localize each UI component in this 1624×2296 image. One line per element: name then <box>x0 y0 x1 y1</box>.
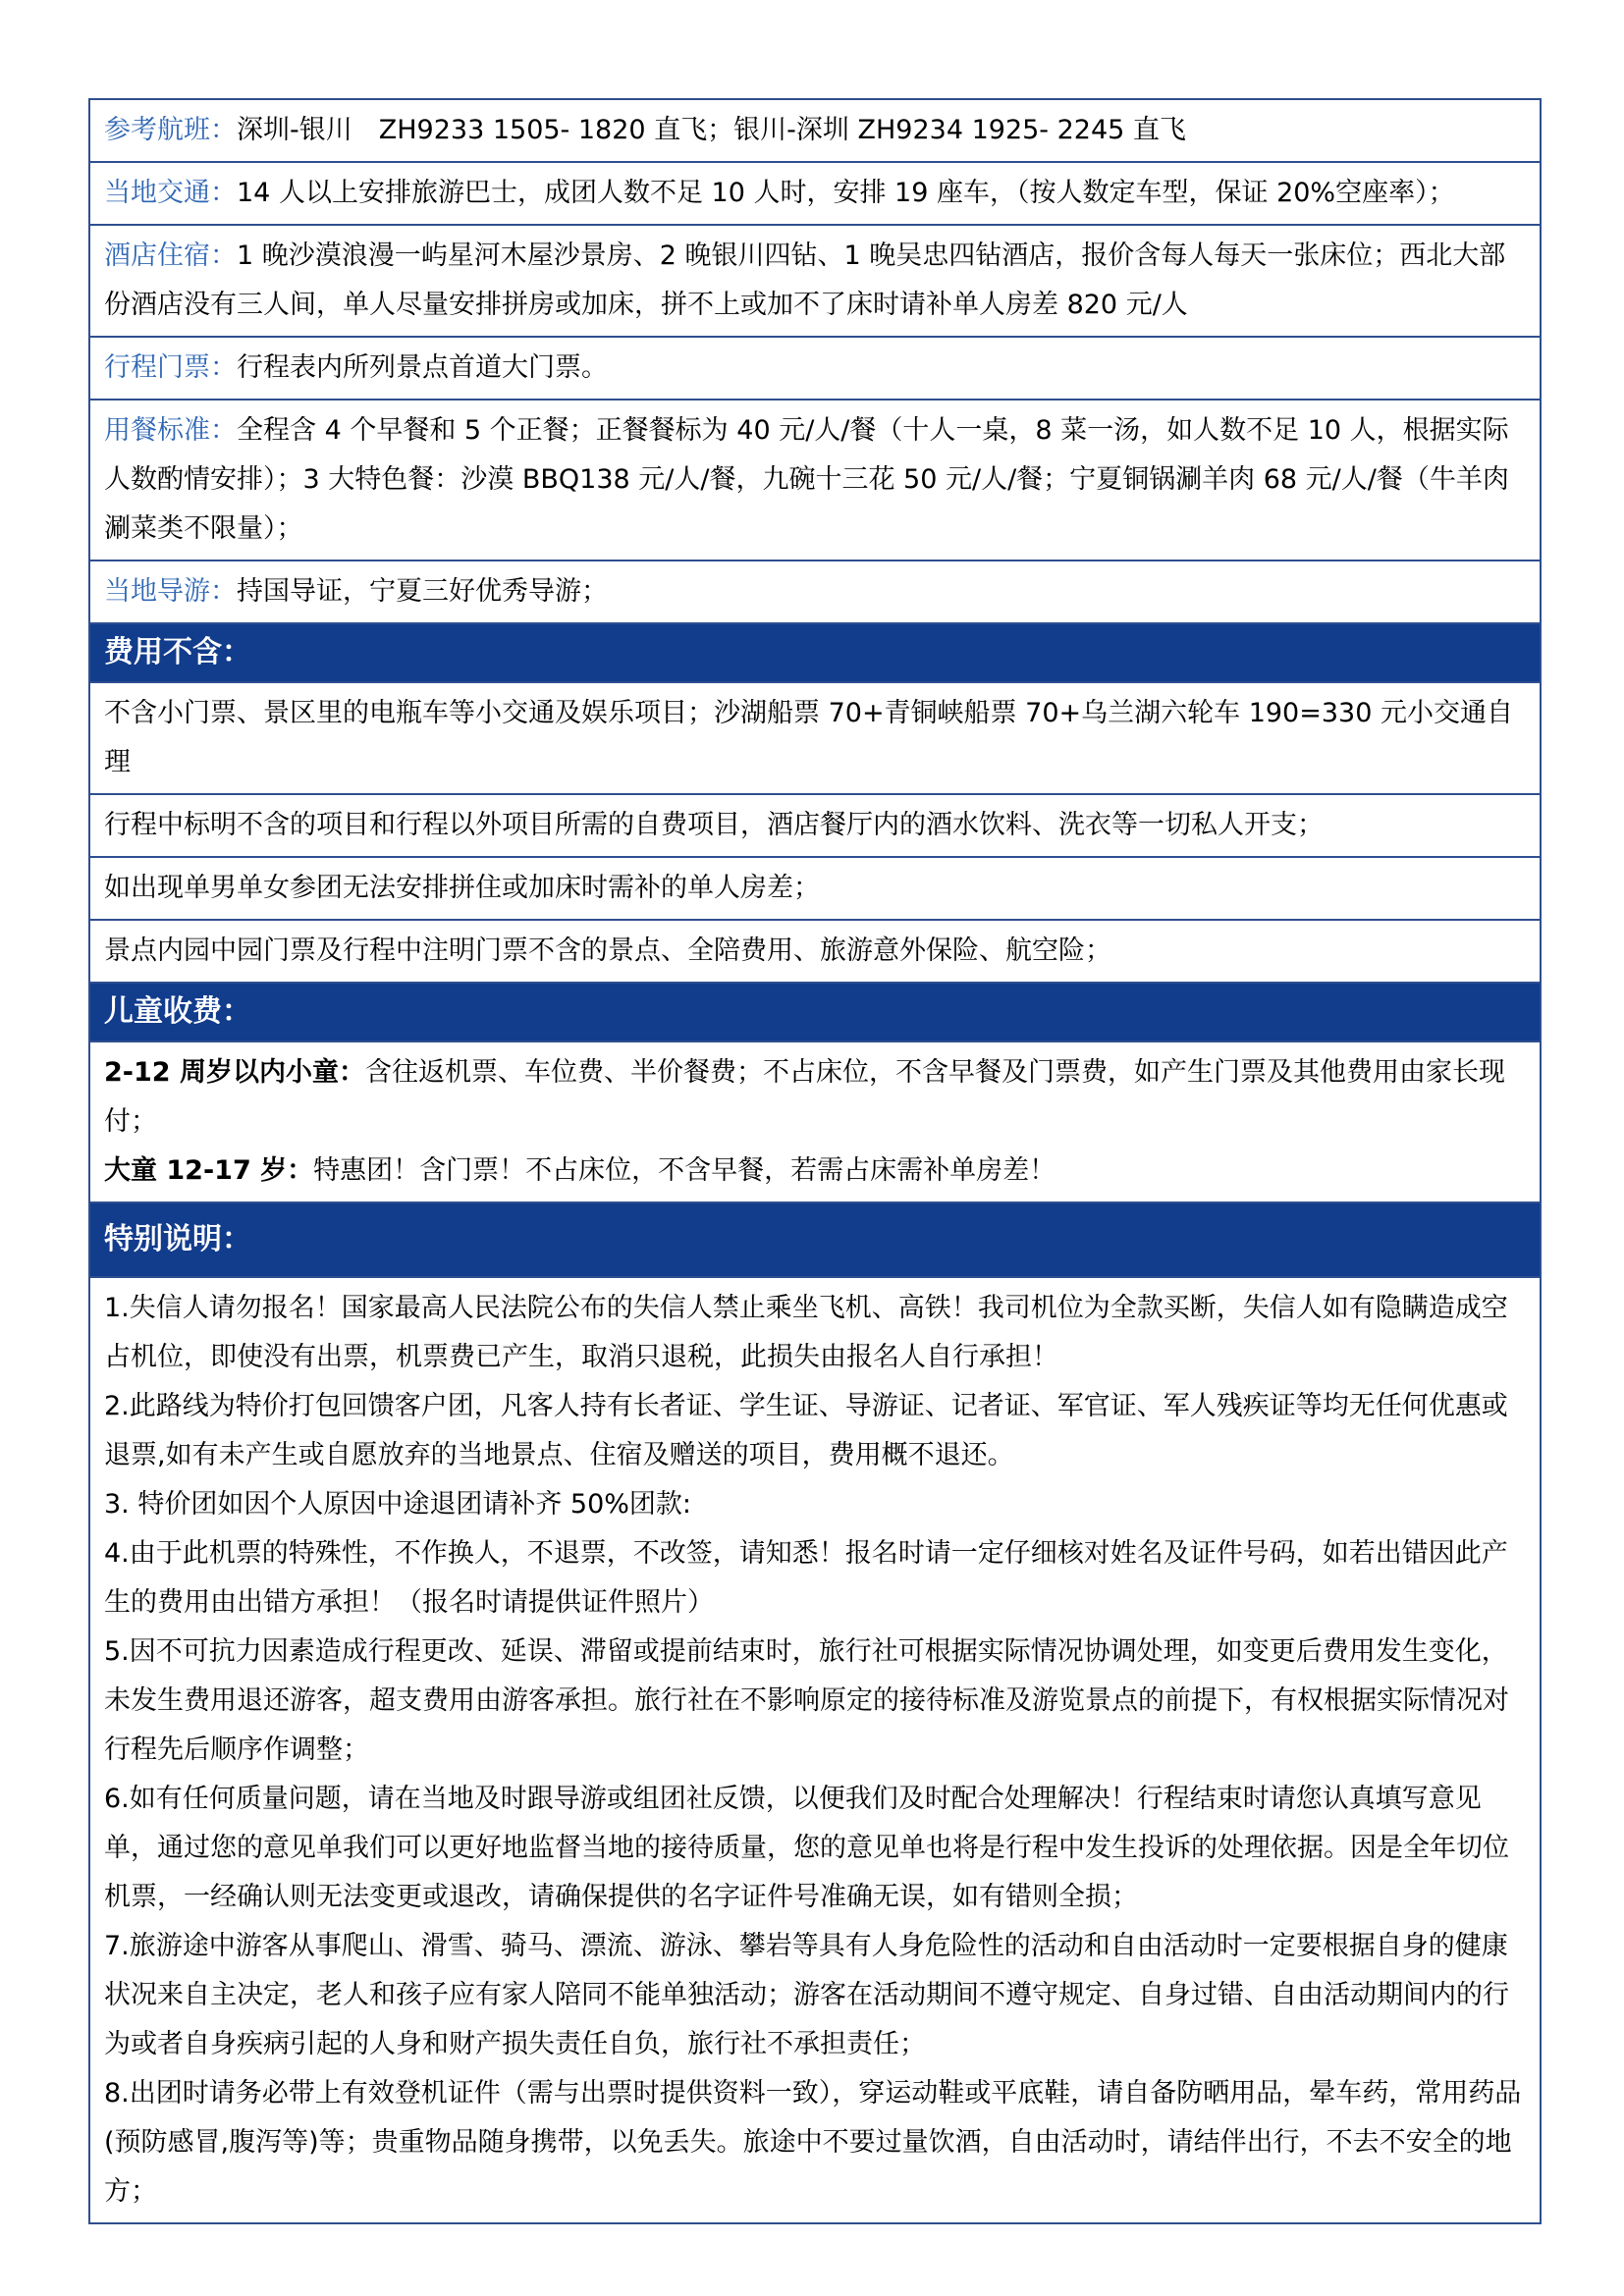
notes-header: 特别说明： <box>90 1203 1540 1278</box>
row-text: 深圳-银川 ZH9233 1505- 1820 直飞；银川-深圳 ZH9234 1925- 2245 直飞 <box>237 115 1186 145</box>
excluded-item: 不含小门票、景区里的电瓶车等小交通及娱乐项目；沙湖船票 70+青铜峡船票 70+乌兰湖六轮车 190=330 元小交通自理 <box>90 683 1540 795</box>
note-item: 4.由于此机票的特殊性，不作换人，不退票，不改签，请知悉！报名时请一定仔细核对姓名及证件号码，如若出错因此产生的费用由出错方承担！（报名时请提供证件照片） <box>104 1538 1508 1618</box>
row-text: 持国导证，宁夏三好优秀导游； <box>237 576 608 607</box>
excluded-header: 费用不含： <box>90 624 1540 683</box>
itinerary-table <box>88 98 1542 2224</box>
note-item: 6.如有任何质量问题，请在当地及时跟导游或组团社反馈，以便我们及时配合处理解决！行程结束时请您认真填写意见单，通过您的意见单我们可以更好地监督当地的接待质量，您的意见单也将是行程中发生投诉的处理依据。因是全年切位机票，一经确认则无法变更或退改，请确保提供的名字证件号准确无误，如有错则全损； <box>104 1784 1509 1912</box>
included-row-meals <box>90 400 1540 561</box>
row-label: 参考航班： <box>104 115 237 145</box>
notes-body <box>90 1278 1540 2222</box>
row-text: 全程含 4 个早餐和 5 个正餐；正餐餐标为 40 元/人/餐（十人一桌，8 菜一汤，如人数不足 10 人，根据实际人数酌情安排）；3 大特色餐：沙漠 BBQ138 元/人/餐，九碗十三花 50 元/人/餐；宁夏铜锅涮羊肉 68 元/人/餐（牛羊肉涮菜类不限量）； <box>104 415 1509 544</box>
child-fee-label: 大童 12-17 岁： <box>104 1155 314 1186</box>
row-text: 14 人以上安排旅游巴士，成团人数不足 10 人时，安排 19 座车，（按人数定车型，保证 20%空座率）； <box>237 178 1455 208</box>
child-fee-text: 特惠团！含门票！不占床位，不含早餐，若需占床需补单房差！ <box>313 1155 1056 1186</box>
children-pricing <box>90 1042 1540 1203</box>
included-row-hotel <box>90 226 1540 338</box>
row-label: 当地交通： <box>104 178 237 208</box>
excluded-item: 如出现单男单女参团无法安排拼住或加床时需补的单人房差； <box>90 858 1540 921</box>
excluded-item: 行程中标明不含的项目和行程以外项目所需的自费项目，酒店餐厅内的酒水饮料、洗衣等一切私人开支； <box>90 795 1540 858</box>
excluded-item: 景点内园中园门票及行程中注明门票不含的景点、全陪费用、旅游意外保险、航空险； <box>90 921 1540 984</box>
child-fee-small <box>104 1048 1526 1147</box>
row-label: 用餐标准： <box>104 415 237 446</box>
included-row-tickets <box>90 338 1540 400</box>
row-label: 当地导游： <box>104 576 237 607</box>
child-fee-large <box>104 1147 1526 1196</box>
note-item: 8.出团时请务必带上有效登机证件（需与出票时提供资料一致），穿运动鞋或平底鞋，请自备防晒用品，晕车药，常用药品(预防感冒,腹泻等)等；贵重物品随身携带，以免丢失。旅途中不要过量饮酒，自由活动时，请结伴出行，不去不安全的地方； <box>104 2078 1522 2207</box>
included-row-flight <box>90 100 1540 163</box>
note-item: 7.旅游途中游客从事爬山、滑雪、骑马、漂流、游泳、攀岩等具有人身危险性的活动和自由活动时一定要根据自身的健康状况来自主决定，老人和孩子应有家人陪同不能单独活动；游客在活动期间不遵守规定、自身过错、自由活动期间内的行为或者自身疾病引起的人身和财产损失责任自负，旅行社不承担责任； <box>104 1931 1509 2059</box>
note-item: 3. 特价团如因个人原因中途退团请补齐 50%团款: <box>104 1489 692 1520</box>
note-item: 2.此路线为特价打包回馈客户团，凡客人持有长者证、学生证、导游证、记者证、军官证、军人残疾证等均无任何优惠或退票,如有未产生或自愿放弃的当地景点、住宿及赠送的项目，费用概不退还。 <box>104 1391 1508 1470</box>
children-header: 儿童收费： <box>90 984 1540 1042</box>
included-row-transport <box>90 163 1540 226</box>
note-item: 5.因不可抗力因素造成行程更改、延误、滞留或提前结束时，旅行社可根据实际情况协调处理，如变更后费用发生变化，未发生费用退还游客，超支费用由游客承担。旅行社在不影响原定的接待标准及游览景点的前提下，有权根据实际情况对行程先后顺序作调整； <box>104 1636 1509 1765</box>
included-row-guide <box>90 561 1540 624</box>
child-fee-label: 2-12 周岁以内小童： <box>104 1057 365 1088</box>
note-item: 1.失信人请勿报名！国家最高人民法院公布的失信人禁止乘坐飞机、高铁！我司机位为全款买断，失信人如有隐瞒造成空占机位，即使没有出票，机票费已产生，取消只退税，此损失由报名人自行承担！ <box>104 1293 1508 1372</box>
row-label: 行程门票： <box>104 352 237 383</box>
row-text: 1 晚沙漠浪漫一屿星河木屋沙景房、2 晚银川四钻、1 晚吴忠四钻酒店，报价含每人每天一张床位；西北大部份酒店没有三人间，单人尽量安排拼房或加床，拼不上或加不了床时请补单人房差 820 元/人 <box>104 240 1506 320</box>
row-text: 行程表内所列景点首道大门票。 <box>237 352 608 383</box>
child-fee-text: 含往返机票、车位费、半价餐费；不占床位，不含早餐及门票费，如产生门票及其他费用由家长现付； <box>104 1057 1505 1137</box>
row-label: 酒店住宿： <box>104 240 237 271</box>
